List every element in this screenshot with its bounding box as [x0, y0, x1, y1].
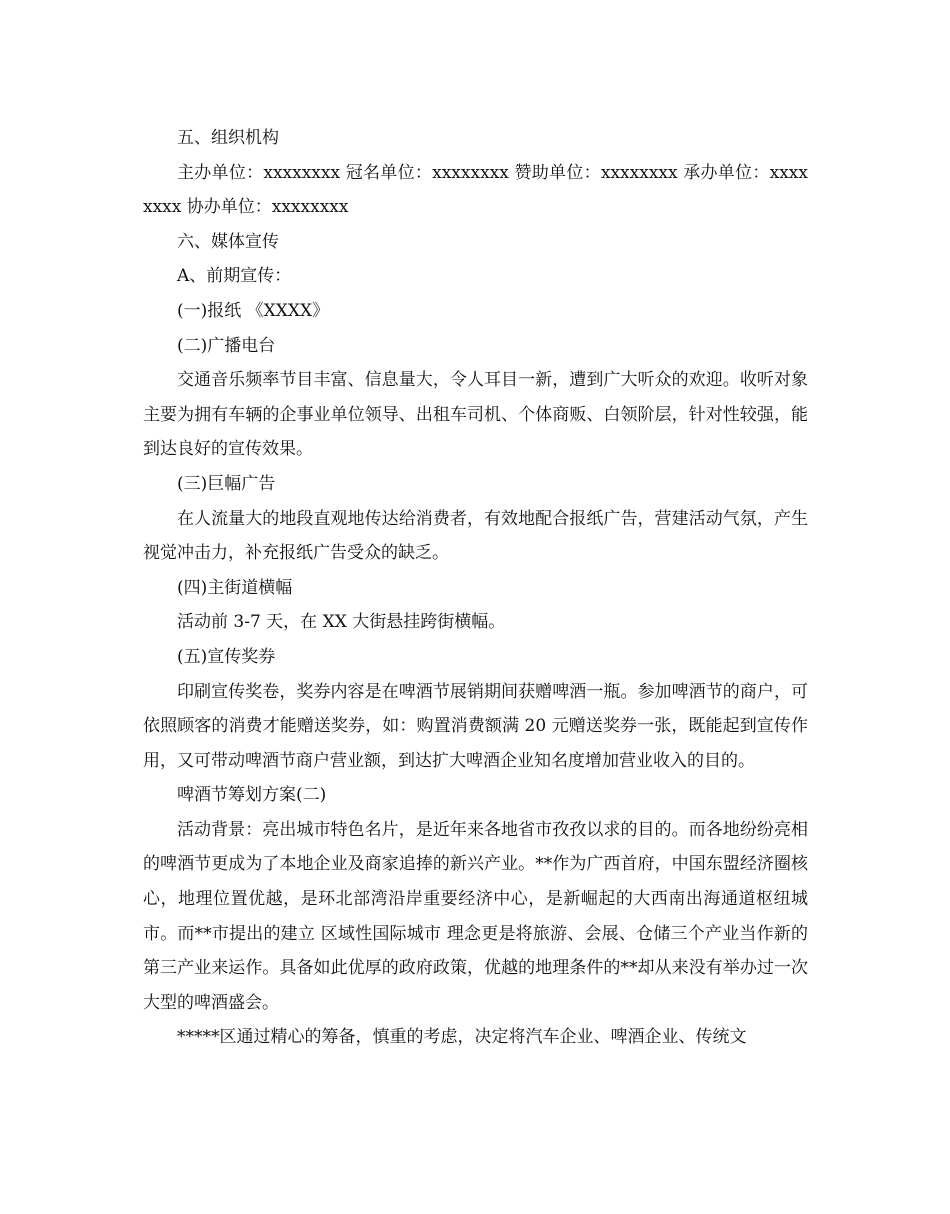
paragraph-coupon-description: 印刷宣传奖卷，奖券内容是在啤酒节展销期间获赠啤酒一瓶。参加啤酒节的商户，可依照顾客的消费才能赠送奖券，如：购置消费额满 20 元赠送奖券一张，既能起到宣传作用，又可带动啤酒节商户营业额，到达扩大啤酒企业知名度增加营业收入的目的。 [143, 681, 808, 771]
paragraph-street-banner: 活动前 3-7 天，在 XX 大街悬挂跨街横幅。 [177, 612, 506, 633]
item-radio: (二)广播电台 [177, 335, 276, 356]
item-billboard: (三)巨幅广告 [177, 473, 276, 494]
section-heading-organization: 五、组织机构 [177, 128, 279, 148]
plan-title-two: 啤酒节筹划方案(二) [177, 785, 327, 806]
paragraph-district: *****区通过精心的筹备，慎重的考虑，决定将汽车企业、啤酒企业、传统文 [177, 1027, 747, 1048]
organizer-list: 主办单位：xxxxxxxx 冠名单位：xxxxxxxx 赞助单位：xxxxxxxx 承办单位：xxxxxxxx 协办单位：xxxxxxxx [143, 162, 808, 218]
section-heading-media: 六、媒体宣传 [177, 231, 279, 252]
item-street-banner: (四)主街道横幅 [177, 577, 293, 598]
paragraph-billboard-description: 在人流量大的地段直观地传达给消费者，有效地配合报纸广告，营建活动气氛，产生视觉冲击力，补充报纸广告受众的缺乏。 [143, 508, 808, 564]
paragraph-background: 活动背景：亮出城市特色名片，是近年来各地省市孜孜以求的目的。而各地纷纷亮相的啤酒节更成为了本地企业及商家追捧的新兴产业。**作为广西首府，中国东盟经济圈核心，地理位置优越，是环北部湾沿岸重要经济中心，是新崛起的大西南出海通道枢纽城市。而**市提出的建立 区域性国际城市 理念更是将旅游、会展、仓储三个产业当作新的第三产业来运作。具备如此优厚的政府政策，优越的地理条件的**却从来没有举办过一次大型的啤酒盛会。 [143, 819, 808, 1013]
item-coupon: (五)宣传奖券 [177, 646, 276, 667]
item-newspaper: (一)报纸 《XXXX》 [177, 300, 330, 321]
subheading-early-promotion: A、前期宣传： [177, 266, 292, 287]
paragraph-radio-description: 交通音乐频率节目丰富、信息量大，令人耳目一新，遭到广大听众的欢迎。收听对象主要为拥有车辆的企事业单位领导、出租车司机、个体商贩、白领阶层，针对性较强，能到达良好的宣传效果。 [143, 370, 808, 460]
